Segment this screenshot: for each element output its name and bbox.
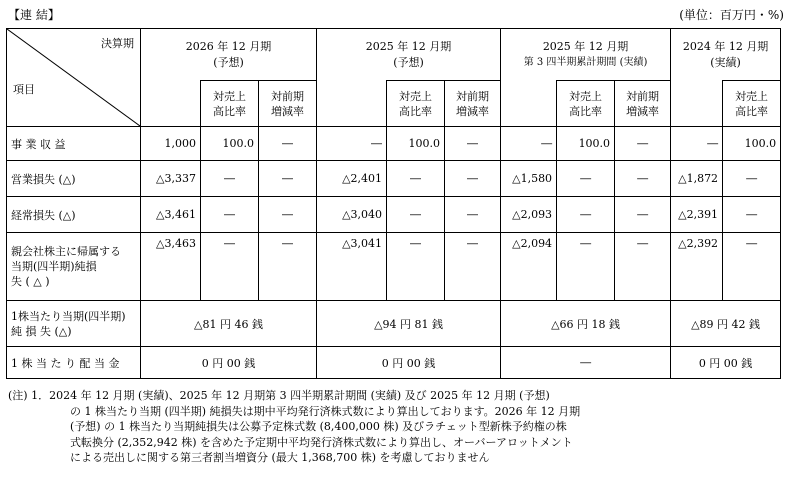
footnote-line: (予想) の 1 株当たり当期純損失は公募予定株式数 (8,400,000 株) 及びラチェット型新株予約権の株 xyxy=(70,420,567,433)
value-cell: ― xyxy=(201,161,259,197)
footnote-line: の 1 株当たり当期 (四半期) 純損失は期中平均発行済株式数により算出しております。2026 年 12 月期 xyxy=(70,404,581,418)
growth-subheader: 対前期 増減率 xyxy=(259,81,317,127)
table-row xyxy=(7,347,781,379)
period-header-2026f: 2026 年 12 月期 (予想) xyxy=(141,29,317,81)
ratio-subheader: 対売上 高比率 xyxy=(557,81,615,127)
value-cell: ― xyxy=(259,233,317,301)
ratio-subheader: 対売上 高比率 xyxy=(387,81,445,127)
value-cell: ― xyxy=(557,233,615,301)
value-cell: ― xyxy=(387,197,445,233)
value-cell: 100.0 xyxy=(201,127,259,161)
blank-subheader xyxy=(317,81,387,127)
period-header-2024a: 2024 年 12 月期 (実績) xyxy=(671,29,781,81)
growth-subheader: 対前期 増減率 xyxy=(445,81,501,127)
value-cell: 100.0 xyxy=(557,127,615,161)
value-cell: ― xyxy=(671,127,723,161)
value-cell: ― xyxy=(445,233,501,301)
dividend-value-2025f: 0 円 00 銭 xyxy=(317,347,501,379)
row-label: 営業損失 (△) xyxy=(7,161,141,197)
value-cell: ― xyxy=(615,127,671,161)
value-cell: △3,041 xyxy=(317,233,387,301)
growth-subheader: 対前期 増減率 xyxy=(615,81,671,127)
value-cell: ― xyxy=(445,197,501,233)
eps-value-2025f: △94 円 81 銭 xyxy=(317,301,501,347)
footnote xyxy=(8,388,790,466)
eps-value-2025q3: △66 円 18 銭 xyxy=(501,301,671,347)
value-cell: ― xyxy=(259,127,317,161)
ratio-subheader: 対売上 高比率 xyxy=(201,81,259,127)
period-header-2025q3: 2025 年 12 月期 第 3 四半期累計期間 (実績) xyxy=(501,29,671,81)
value-cell: △3,040 xyxy=(317,197,387,233)
value-cell: ― xyxy=(723,233,781,301)
dividend-value-2025q3: ― xyxy=(501,347,671,379)
value-cell: ― xyxy=(445,161,501,197)
row-label: 親会社株主に帰属する 当期(四半期)純損 失 ( △ ) xyxy=(7,233,141,301)
unit-label: (単位：百万円・%) xyxy=(679,8,784,22)
footnote-line: (注) 1．2024 年 12 月期 (実績)、2025 年 12 月期第 3 四半期累計期間 (実績) 及び 2025 年 12 月期 (予想) xyxy=(8,389,550,402)
value-cell: ― xyxy=(615,197,671,233)
table-row xyxy=(7,127,781,161)
dividend-row-label: 1 株 当 た り 配 当 金 xyxy=(7,347,141,379)
value-cell: △3,337 xyxy=(141,161,201,197)
eps-value-2024a: △89 円 42 銭 xyxy=(671,301,781,347)
period-header-2025f: 2025 年 12 月期 (予想) xyxy=(317,29,501,81)
table-row xyxy=(7,233,781,301)
dividend-value-2026f: 0 円 00 銭 xyxy=(141,347,317,379)
value-cell: ― xyxy=(317,127,387,161)
value-cell: ― xyxy=(723,197,781,233)
value-cell: ― xyxy=(557,197,615,233)
table-row xyxy=(7,197,781,233)
financial-forecast-table xyxy=(6,28,781,379)
ratio-subheader: 対売上 高比率 xyxy=(723,81,781,127)
value-cell: ― xyxy=(615,161,671,197)
value-cell: ― xyxy=(259,161,317,197)
value-cell: ― xyxy=(501,127,557,161)
value-cell: △2,093 xyxy=(501,197,557,233)
row-label: 経常損失 (△) xyxy=(7,197,141,233)
value-cell: 1,000 xyxy=(141,127,201,161)
corner-period-label: 決算期 xyxy=(101,37,134,50)
value-cell: △1,580 xyxy=(501,161,557,197)
footnote-line: 式転換分 (2,352,942 株) を含めた予定期中平均発行済株式数により算出し、オーバーアロットメント xyxy=(70,435,573,449)
section-label: 【連 結】 xyxy=(8,8,60,22)
eps-row-label: 1株当たり当期(四半期) 純 損 失 (△) xyxy=(7,301,141,347)
footnote-line: による売出しに関する第三者割当増資分 (最大 1,368,700 株) を考慮しておりません xyxy=(70,451,490,464)
blank-subheader xyxy=(501,81,557,127)
value-cell: ― xyxy=(387,233,445,301)
value-cell: △2,094 xyxy=(501,233,557,301)
value-cell: ― xyxy=(387,161,445,197)
value-cell: △1,872 xyxy=(671,161,723,197)
value-cell: ― xyxy=(201,197,259,233)
blank-subheader xyxy=(671,81,723,127)
value-cell: △3,461 xyxy=(141,197,201,233)
blank-subheader xyxy=(141,81,201,127)
row-label: 事 業 収 益 xyxy=(7,127,141,161)
value-cell: ― xyxy=(723,161,781,197)
corner-item-label: 項目 xyxy=(13,83,35,96)
value-cell: ― xyxy=(201,233,259,301)
table-row xyxy=(7,301,781,347)
value-cell: △2,401 xyxy=(317,161,387,197)
value-cell: ― xyxy=(557,161,615,197)
eps-value-2026f: △81 円 46 銭 xyxy=(141,301,317,347)
table-row xyxy=(7,161,781,197)
value-cell: ― xyxy=(259,197,317,233)
dividend-value-2024a: 0 円 00 銭 xyxy=(671,347,781,379)
value-cell: 100.0 xyxy=(723,127,781,161)
value-cell: ― xyxy=(445,127,501,161)
value-cell: △3,463 xyxy=(141,233,201,301)
corner-header-cell xyxy=(7,29,141,127)
value-cell: △2,392 xyxy=(671,233,723,301)
value-cell: 100.0 xyxy=(387,127,445,161)
value-cell: △2,391 xyxy=(671,197,723,233)
value-cell: ― xyxy=(615,233,671,301)
